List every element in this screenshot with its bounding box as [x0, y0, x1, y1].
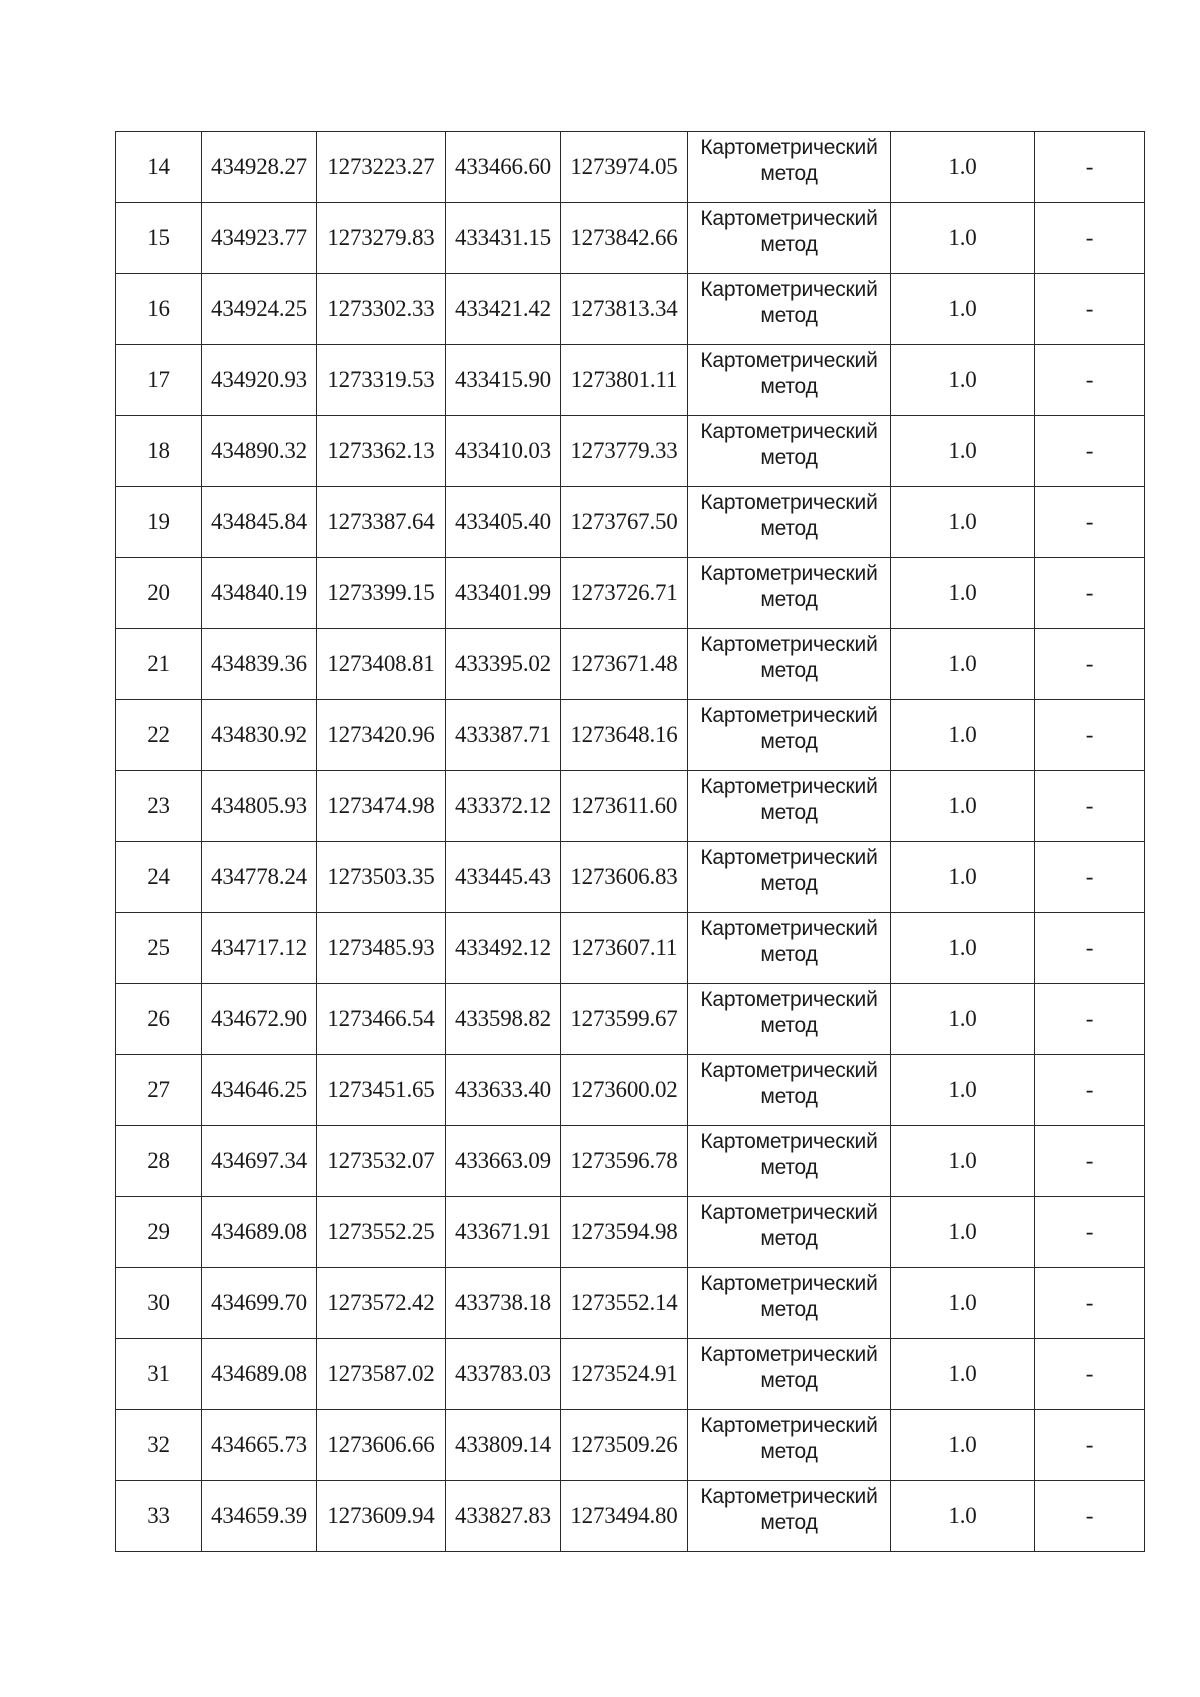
- method-line-2: метод: [760, 659, 818, 682]
- method-cell: [688, 984, 891, 1055]
- method-line-2: метод: [760, 1298, 818, 1321]
- note-cell: -: [1035, 1481, 1145, 1552]
- accuracy-cell: 1.0: [891, 1197, 1035, 1268]
- note-cell: -: [1035, 416, 1145, 487]
- y2-cell: 1273494.80: [561, 1481, 688, 1552]
- x1-cell: 434689.08: [202, 1339, 317, 1410]
- x1-cell: 434672.90: [202, 984, 317, 1055]
- x1-cell: 434805.93: [202, 771, 317, 842]
- method-line-1: Картометрический: [700, 1485, 878, 1508]
- y1-cell: 1273503.35: [317, 842, 446, 913]
- x2-cell: 433827.83: [446, 1481, 561, 1552]
- accuracy-cell: 1.0: [891, 771, 1035, 842]
- x2-cell: 433395.02: [446, 629, 561, 700]
- y2-cell: 1273779.33: [561, 416, 688, 487]
- method-cell: [688, 629, 891, 700]
- method-line-2: метод: [760, 1511, 818, 1534]
- y1-cell: 1273362.13: [317, 416, 446, 487]
- method-cell: [688, 1481, 891, 1552]
- note-cell: -: [1035, 1339, 1145, 1410]
- method-line-1: Картометрический: [700, 1343, 878, 1366]
- table-row: [116, 771, 1145, 842]
- x1-cell: 434840.19: [202, 558, 317, 629]
- note-cell: -: [1035, 913, 1145, 984]
- y2-cell: 1273509.26: [561, 1410, 688, 1481]
- y2-cell: 1273524.91: [561, 1339, 688, 1410]
- note-cell: -: [1035, 771, 1145, 842]
- note-cell: -: [1035, 274, 1145, 345]
- method-line-1: Картометрический: [700, 207, 878, 230]
- point-number-cell: 16: [116, 274, 202, 345]
- point-number-cell: 28: [116, 1126, 202, 1197]
- point-number-cell: 14: [116, 132, 202, 203]
- x1-cell: 434699.70: [202, 1268, 317, 1339]
- x1-cell: 434689.08: [202, 1197, 317, 1268]
- x1-cell: 434923.77: [202, 203, 317, 274]
- accuracy-cell: 1.0: [891, 1481, 1035, 1552]
- point-number-cell: 27: [116, 1055, 202, 1126]
- x2-cell: 433671.91: [446, 1197, 561, 1268]
- point-number-cell: 29: [116, 1197, 202, 1268]
- accuracy-cell: 1.0: [891, 558, 1035, 629]
- x1-cell: 434928.27: [202, 132, 317, 203]
- y1-cell: 1273474.98: [317, 771, 446, 842]
- y1-cell: 1273572.42: [317, 1268, 446, 1339]
- y1-cell: 1273319.53: [317, 345, 446, 416]
- method-line-1: Картометрический: [700, 988, 878, 1011]
- coordinates-table-body: [116, 132, 1145, 1552]
- y2-cell: 1273552.14: [561, 1268, 688, 1339]
- y2-cell: 1273726.71: [561, 558, 688, 629]
- y2-cell: 1273671.48: [561, 629, 688, 700]
- accuracy-cell: 1.0: [891, 629, 1035, 700]
- method-line-1: Картометрический: [700, 633, 878, 656]
- x2-cell: 433415.90: [446, 345, 561, 416]
- y2-cell: 1273606.83: [561, 842, 688, 913]
- method-line-1: Картометрический: [700, 420, 878, 443]
- table-row: [116, 274, 1145, 345]
- method-line-1: Картометрический: [700, 775, 878, 798]
- x2-cell: 433401.99: [446, 558, 561, 629]
- accuracy-cell: 1.0: [891, 1268, 1035, 1339]
- note-cell: -: [1035, 1055, 1145, 1126]
- note-cell: -: [1035, 1197, 1145, 1268]
- note-cell: -: [1035, 1268, 1145, 1339]
- method-cell: [688, 771, 891, 842]
- method-line-2: метод: [760, 233, 818, 256]
- point-number-cell: 25: [116, 913, 202, 984]
- method-line-2: метод: [760, 162, 818, 185]
- point-number-cell: 33: [116, 1481, 202, 1552]
- y1-cell: 1273399.15: [317, 558, 446, 629]
- x1-cell: 434924.25: [202, 274, 317, 345]
- method-line-2: метод: [760, 1227, 818, 1250]
- table-row: [116, 558, 1145, 629]
- y1-cell: 1273420.96: [317, 700, 446, 771]
- y1-cell: 1273408.81: [317, 629, 446, 700]
- table-row: [116, 1197, 1145, 1268]
- method-line-2: метод: [760, 1369, 818, 1392]
- method-line-1: Картометрический: [700, 1201, 878, 1224]
- note-cell: -: [1035, 487, 1145, 558]
- method-line-2: метод: [760, 872, 818, 895]
- point-number-cell: 31: [116, 1339, 202, 1410]
- method-cell: [688, 203, 891, 274]
- accuracy-cell: 1.0: [891, 700, 1035, 771]
- note-cell: -: [1035, 629, 1145, 700]
- x2-cell: 433492.12: [446, 913, 561, 984]
- table-row: [116, 345, 1145, 416]
- y1-cell: 1273451.65: [317, 1055, 446, 1126]
- y1-cell: 1273302.33: [317, 274, 446, 345]
- table-row: [116, 700, 1145, 771]
- x1-cell: 434646.25: [202, 1055, 317, 1126]
- method-line-1: Картометрический: [700, 1414, 878, 1437]
- method-line-2: метод: [760, 304, 818, 327]
- x1-cell: 434890.32: [202, 416, 317, 487]
- point-number-cell: 20: [116, 558, 202, 629]
- note-cell: -: [1035, 345, 1145, 416]
- method-line-2: метод: [760, 943, 818, 966]
- method-cell: [688, 913, 891, 984]
- x2-cell: 433410.03: [446, 416, 561, 487]
- accuracy-cell: 1.0: [891, 345, 1035, 416]
- method-line-2: метод: [760, 517, 818, 540]
- accuracy-cell: 1.0: [891, 274, 1035, 345]
- accuracy-cell: 1.0: [891, 1055, 1035, 1126]
- x2-cell: 433598.82: [446, 984, 561, 1055]
- method-line-1: Картометрический: [700, 704, 878, 727]
- y1-cell: 1273466.54: [317, 984, 446, 1055]
- method-cell: [688, 700, 891, 771]
- point-number-cell: 32: [116, 1410, 202, 1481]
- x2-cell: 433809.14: [446, 1410, 561, 1481]
- point-number-cell: 18: [116, 416, 202, 487]
- point-number-cell: 17: [116, 345, 202, 416]
- coordinates-table: [115, 131, 1145, 1552]
- method-cell: [688, 345, 891, 416]
- table-row: [116, 984, 1145, 1055]
- x2-cell: 433663.09: [446, 1126, 561, 1197]
- x1-cell: 434665.73: [202, 1410, 317, 1481]
- y2-cell: 1273600.02: [561, 1055, 688, 1126]
- method-line-1: Картометрический: [700, 846, 878, 869]
- x1-cell: 434778.24: [202, 842, 317, 913]
- note-cell: -: [1035, 203, 1145, 274]
- method-line-1: Картометрический: [700, 917, 878, 940]
- y1-cell: 1273223.27: [317, 132, 446, 203]
- accuracy-cell: 1.0: [891, 132, 1035, 203]
- table-row: [116, 1126, 1145, 1197]
- method-cell: [688, 842, 891, 913]
- point-number-cell: 23: [116, 771, 202, 842]
- method-line-2: метод: [760, 446, 818, 469]
- y2-cell: 1273599.67: [561, 984, 688, 1055]
- accuracy-cell: 1.0: [891, 984, 1035, 1055]
- table-row: [116, 416, 1145, 487]
- accuracy-cell: 1.0: [891, 1339, 1035, 1410]
- y2-cell: 1273801.11: [561, 345, 688, 416]
- method-cell: [688, 558, 891, 629]
- table-row: [116, 132, 1145, 203]
- method-line-1: Картометрический: [700, 562, 878, 585]
- y2-cell: 1273596.78: [561, 1126, 688, 1197]
- x2-cell: 433372.12: [446, 771, 561, 842]
- method-cell: [688, 132, 891, 203]
- x1-cell: 434845.84: [202, 487, 317, 558]
- table-row: [116, 487, 1145, 558]
- y2-cell: 1273842.66: [561, 203, 688, 274]
- table-row: [116, 1055, 1145, 1126]
- table-row: [116, 1410, 1145, 1481]
- method-line-1: Картометрический: [700, 1272, 878, 1295]
- x2-cell: 433431.15: [446, 203, 561, 274]
- method-cell: [688, 1268, 891, 1339]
- note-cell: -: [1035, 700, 1145, 771]
- x2-cell: 433405.40: [446, 487, 561, 558]
- method-line-2: метод: [760, 1156, 818, 1179]
- x2-cell: 433783.03: [446, 1339, 561, 1410]
- method-line-1: Картометрический: [700, 278, 878, 301]
- y1-cell: 1273532.07: [317, 1126, 446, 1197]
- method-line-2: метод: [760, 1085, 818, 1108]
- method-cell: [688, 1126, 891, 1197]
- y1-cell: 1273387.64: [317, 487, 446, 558]
- method-cell: [688, 1197, 891, 1268]
- method-cell: [688, 416, 891, 487]
- point-number-cell: 30: [116, 1268, 202, 1339]
- y2-cell: 1273813.34: [561, 274, 688, 345]
- y1-cell: 1273552.25: [317, 1197, 446, 1268]
- accuracy-cell: 1.0: [891, 416, 1035, 487]
- x2-cell: 433633.40: [446, 1055, 561, 1126]
- method-line-2: метод: [760, 588, 818, 611]
- table-row: [116, 203, 1145, 274]
- x1-cell: 434659.39: [202, 1481, 317, 1552]
- y1-cell: 1273609.94: [317, 1481, 446, 1552]
- method-cell: [688, 487, 891, 558]
- method-line-2: метод: [760, 1014, 818, 1037]
- table-row: [116, 1268, 1145, 1339]
- y2-cell: 1273594.98: [561, 1197, 688, 1268]
- note-cell: -: [1035, 1126, 1145, 1197]
- method-cell: [688, 1410, 891, 1481]
- y1-cell: 1273587.02: [317, 1339, 446, 1410]
- note-cell: -: [1035, 1410, 1145, 1481]
- x2-cell: 433421.42: [446, 274, 561, 345]
- table-row: [116, 842, 1145, 913]
- method-line-1: Картометрический: [700, 1059, 878, 1082]
- point-number-cell: 21: [116, 629, 202, 700]
- method-line-1: Картометрический: [700, 136, 878, 159]
- x2-cell: 433387.71: [446, 700, 561, 771]
- x2-cell: 433445.43: [446, 842, 561, 913]
- y2-cell: 1273767.50: [561, 487, 688, 558]
- y1-cell: 1273279.83: [317, 203, 446, 274]
- note-cell: -: [1035, 842, 1145, 913]
- table-row: [116, 913, 1145, 984]
- accuracy-cell: 1.0: [891, 203, 1035, 274]
- y1-cell: 1273485.93: [317, 913, 446, 984]
- y2-cell: 1273611.60: [561, 771, 688, 842]
- table-row: [116, 1339, 1145, 1410]
- method-line-2: метод: [760, 375, 818, 398]
- x1-cell: 434717.12: [202, 913, 317, 984]
- x2-cell: 433466.60: [446, 132, 561, 203]
- note-cell: -: [1035, 984, 1145, 1055]
- y2-cell: 1273607.11: [561, 913, 688, 984]
- point-number-cell: 26: [116, 984, 202, 1055]
- y2-cell: 1273648.16: [561, 700, 688, 771]
- method-line-1: Картометрический: [700, 349, 878, 372]
- table-row: [116, 1481, 1145, 1552]
- note-cell: -: [1035, 132, 1145, 203]
- accuracy-cell: 1.0: [891, 1126, 1035, 1197]
- accuracy-cell: 1.0: [891, 842, 1035, 913]
- method-line-2: метод: [760, 1440, 818, 1463]
- method-cell: [688, 274, 891, 345]
- x1-cell: 434830.92: [202, 700, 317, 771]
- y1-cell: 1273606.66: [317, 1410, 446, 1481]
- method-cell: [688, 1339, 891, 1410]
- note-cell: -: [1035, 558, 1145, 629]
- table-row: [116, 629, 1145, 700]
- y2-cell: 1273974.05: [561, 132, 688, 203]
- x1-cell: 434920.93: [202, 345, 317, 416]
- point-number-cell: 22: [116, 700, 202, 771]
- x2-cell: 433738.18: [446, 1268, 561, 1339]
- x1-cell: 434839.36: [202, 629, 317, 700]
- accuracy-cell: 1.0: [891, 487, 1035, 558]
- x1-cell: 434697.34: [202, 1126, 317, 1197]
- point-number-cell: 15: [116, 203, 202, 274]
- method-line-2: метод: [760, 801, 818, 824]
- method-line-2: метод: [760, 730, 818, 753]
- point-number-cell: 19: [116, 487, 202, 558]
- accuracy-cell: 1.0: [891, 1410, 1035, 1481]
- method-line-1: Картометрический: [700, 491, 878, 514]
- point-number-cell: 24: [116, 842, 202, 913]
- method-cell: [688, 1055, 891, 1126]
- accuracy-cell: 1.0: [891, 913, 1035, 984]
- method-line-1: Картометрический: [700, 1130, 878, 1153]
